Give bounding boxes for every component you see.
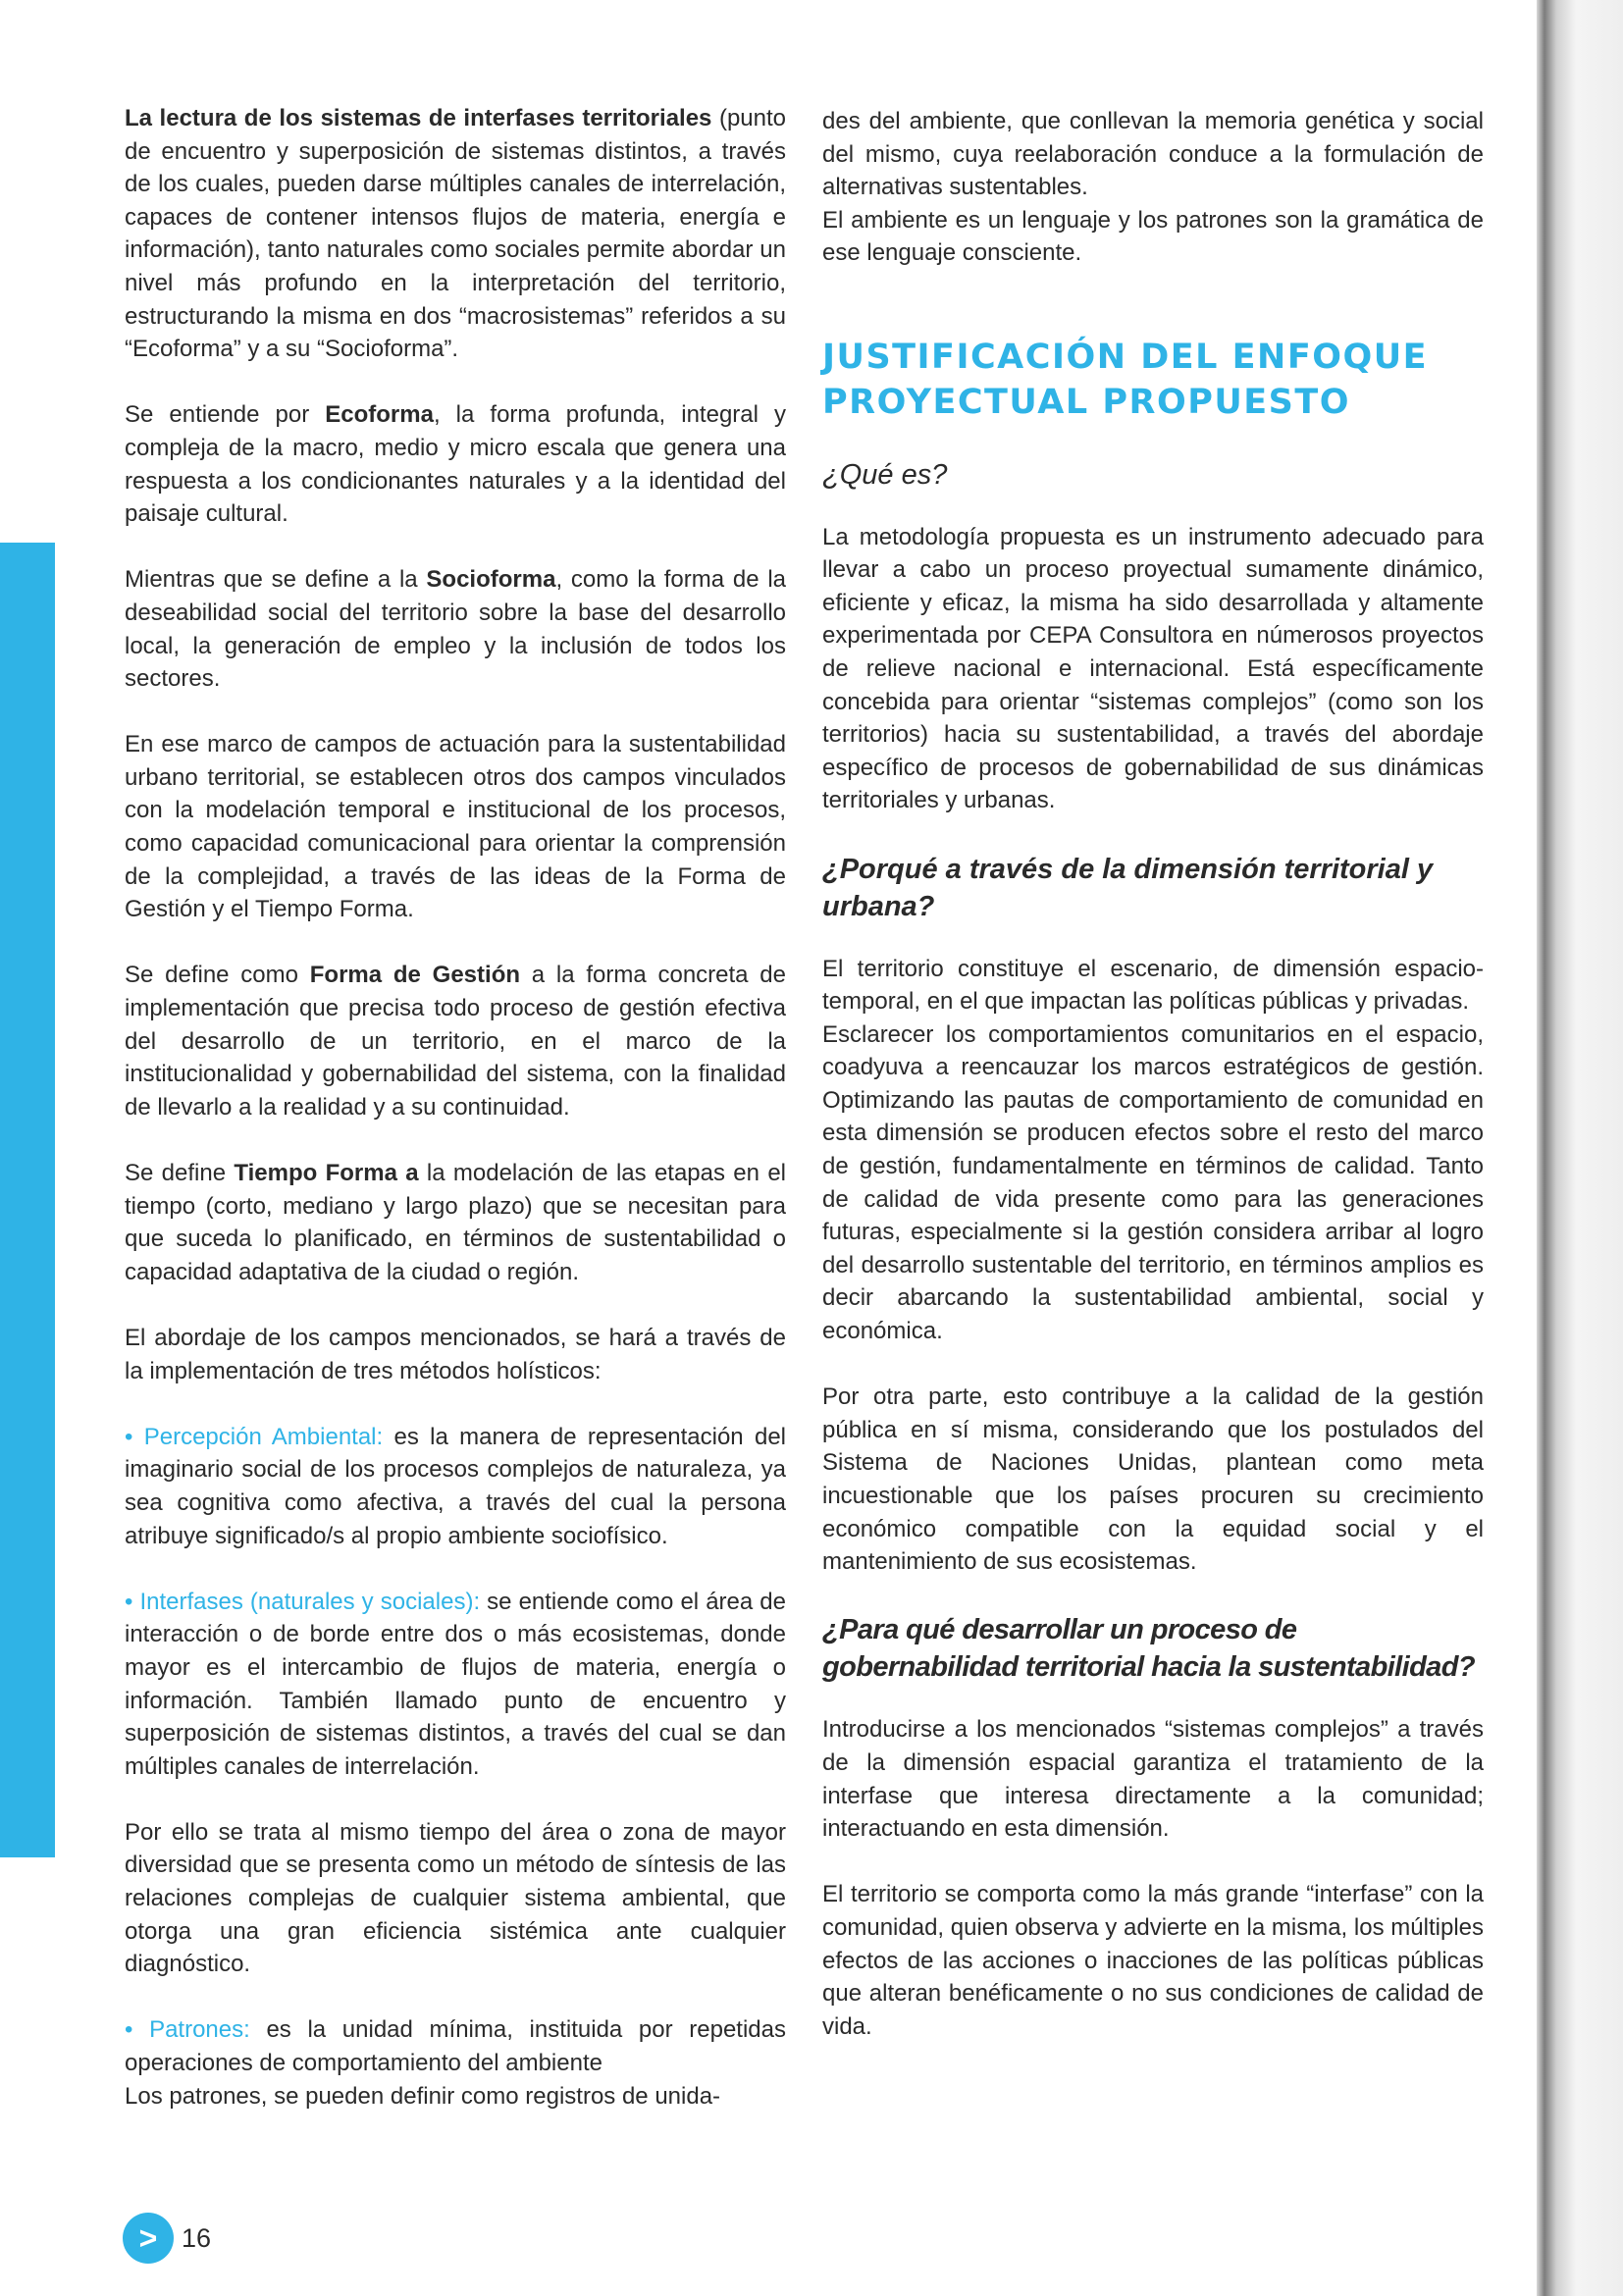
page-number: 16 [182, 2222, 212, 2253]
paragraph-sistemas-complejos: Introducirse a los mencionados “sistemas complejos” a través de la dimensión espacial garantiza el tratamiento de la interfase que interesa directamente a la comunidad; interactuando en esta dimensión. [822, 1716, 1484, 1843]
paragraph-calidad-gestion: Por otra parte, esto contribuye a la calidad de la gestión pública en sí misma, considerando que los postulados del Sistema de Naciones Unidas, plantean como meta incuestionable que los países procuren su crecimiento económico compatible con la equidad social y el mantenimiento de sus ecosistemas. [822, 1383, 1484, 1576]
paragraph-interfases-intro: La lectura de los sistemas de interfases territoriales (punto de encuentro y superposición de sistemas distintos, a través de los cuales, pueden darse múltiples canales de interrelación, capaces de contener intensos flujos de materia, energía e información), tanto naturales como sociales permite abordar un nivel más profundo en la interpretación del territorio, estructurando la misma en dos “macrosistemas” referidos a su “Ecoforma” y a su “Socioforma”. [125, 105, 787, 363]
question-que-es: ¿Qué es? [822, 458, 948, 491]
bullet-percepcion-ambiental: • Percepción Ambiental: es la manera de representación del imaginario social de los procesos complejos de naturaleza, ya sea cognitiva como afectiva, a través del cual la persona atribuye significado/s al propio ambiente sociofísico. [125, 1423, 786, 1549]
paragraph-metodologia: La metodología propuesta es un instrumento adecuado para llevar a cabo un proceso proyectual sumamente dinámico, eficiente y eficaz, la misma ha sido desarrollada y altamente experimentada por CEPA Consultora en númerosos proyectos de relieve nacional e internacional. Está específicamente concebida para orientar “sistemas complejos” (como son los territorios) hacia su sustentabilidad, a través del abordaje específico de procesos de gobernabilidad de sus dinámicas territoriales y urbanas. [822, 523, 1484, 814]
bullet-label: • Interfases (naturales y sociales): [125, 1588, 481, 1615]
paragraph-tiempo-forma: Se define Tiempo Forma a la modelación de las etapas en el tiempo (corto, mediano y largo plazo) que se necesitan para que suceda lo planificado, en términos de sustentabilidad o capacidad adaptativa de la ciudad o región. [125, 1160, 786, 1285]
term-tiempo-forma: Tiempo Forma a [234, 1160, 419, 1186]
left-text-column [125, 102, 786, 2113]
bullet-label: • Patrones: [125, 2016, 250, 2044]
term-ecoforma: Ecoforma [325, 401, 434, 429]
term-socioforma: Socioforma [426, 566, 556, 594]
paragraph-unidades-ambiente: des del ambiente, que conllevan la memoria genética y social del mismo, cuya reelaboración conduce a la formulación de alternativas sustentables. [822, 108, 1484, 201]
paragraph-lenguaje: El ambiente es un lenguaje y los patrones son la gramática de ese lenguaje consciente. [822, 206, 1484, 267]
paragraph-socioforma: Mientras que se define a la Socioforma, como la forma de la deseabilidad social del territorio sobre la base del desarrollo local, la generación de empleo y la inclusión de todos los sectores. [125, 566, 786, 693]
paragraph-forma-gestion: Se define como Forma de Gestión a la forma concreta de implementación que precisa todo proceso de gestión efectiva del desarrollo de un territorio, en el marco de la institucionalidad y gobernabilidad del sistema, con la finalidad de llevarlo a la realidad y a su continuidad. [125, 962, 787, 1121]
book-spine-shadow [1537, 0, 1623, 2296]
paragraph-esclarecer: Esclarecer los comportamientos comunitarios en el espacio, coadyuva a reencauzar los marcos estratégicos de gestión. Optimizando las pautas de comportamiento de comunidad en esta dimensión se producen efectos sobre el resto del marco de gestión, fundamentalmente en términos de calidad. Tanto de calidad de vida presente como para las generaciones futuras, especialmente si la gestión considera arribar al logro del desarrollo sustentable del territorio, en términos amplios es decir abarcando la sustentabilidad ambiental, social y económica. [822, 1020, 1484, 1345]
paragraph-metodos-holisticos: El abordaje de los campos mencionados, se hará a través de la implementación de tres métodos holísticos: [125, 1324, 786, 1384]
paragraph-diversidad: Por ello se trata al mismo tiempo del área o zona de mayor diversidad que se presenta como un método de síntesis de las relaciones complejas de cualquier sistema ambiental, que otorga una gran eficiencia sistémica ante cualquier diagnóstico. [125, 1818, 786, 1978]
bullet-interfases: • Interfases (naturales y sociales): se entiende como el área de interacción o de borde entre dos o más ecosistemas, donde mayor es el intercambio de flujos de materia, energía o información. También llamado punto de encuentro y superposición de sistemas distintos, a través del cual se dan múltiples canales de interrelación. [125, 1588, 786, 1780]
paragraph-patrones-continued: Los patrones, se pueden definir como registros de unida- [125, 2082, 721, 2110]
question-dimension-territorial: ¿Porqué a través de la dimensión territorial y urbana? [822, 853, 1434, 922]
paragraph-territorio-interfase: El territorio se comporta como la más grande “interfase” con la comunidad, quien observa y advierte en la misma, los múltiples efectos de las acciones o inacciones de las políticas públicas que alteran benéficamente o no sus condiciones de calidad de vida. [822, 1881, 1484, 2040]
lead-phrase: La lectura de los sistemas de interfases territoriales [125, 105, 712, 131]
paragraph-ecoforma: Se entiende por Ecoforma, la forma profunda, integral y compleja de la macro, medio y micro escala que genera una respuesta a los condicionantes naturales y a la identidad del paisaje cultural. [125, 401, 786, 528]
left-edge-color-band [0, 543, 55, 1857]
question-gobernabilidad: ¿Para qué desarrollar un proceso de gobernabilidad territorial hacia la sustentabilidad? [822, 1614, 1475, 1684]
paragraph-campos-actuacion: En ese marco de campos de actuación para la sustentabilidad urbano territorial, se establecen otros dos campos vinculados con la modelación temporal e institucional de los procesos, como capacidad comunicacional para orientar la comprensión de la complejidad, a través de las ideas de la Forma de Gestión y el Tiempo Forma. [125, 731, 786, 923]
term-forma-gestion: Forma de Gestión [309, 962, 521, 989]
section-heading: JUSTIFICACIÓN DEL ENFOQUE PROYECTUAL PROPUESTO [822, 337, 1429, 422]
bullet-label: • Percepción Ambiental: [125, 1423, 384, 1450]
right-text-column [822, 105, 1484, 2043]
bullet-patrones: • Patrones: es la unidad mínima, instituida por repetidas operaciones de comportamiento del ambiente [125, 2016, 787, 2077]
chevron-right-icon: > [123, 2213, 174, 2264]
paragraph-territorio-escenario: El territorio constituye el escenario, de dimensión espacio-temporal, en el que impactan las políticas públicas y privadas. [822, 955, 1484, 1016]
page-footer [123, 2213, 211, 2264]
